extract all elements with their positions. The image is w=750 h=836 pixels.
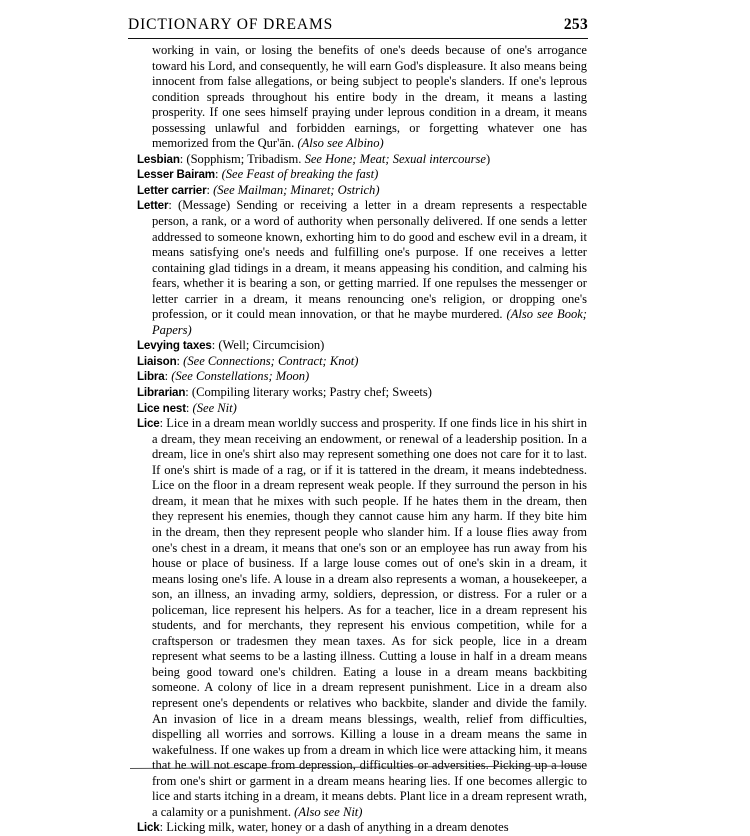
page-number: 253 <box>563 16 588 33</box>
dictionary-entry <box>137 385 587 401</box>
entry-term: Letter <box>137 199 169 213</box>
entry-separator: : <box>164 369 172 384</box>
entry-definition: (Well; Circumcision) <box>218 338 325 353</box>
cross-reference: (See Nit) <box>192 400 237 415</box>
dictionary-entry <box>137 152 587 168</box>
entry-separator: : <box>185 400 193 415</box>
entry-definition: (Compiling literary works; Pastry chef; Sweets) <box>191 385 432 400</box>
dictionary-entry <box>137 198 587 338</box>
dictionary-entry <box>137 820 587 836</box>
page-title: DICTIONARY OF DREAMS <box>128 16 334 33</box>
entry-separator: : <box>185 385 192 400</box>
entry-separator: : <box>206 182 214 197</box>
dictionary-entry <box>137 338 587 354</box>
dictionary-entry <box>137 167 587 183</box>
entry-term: Lick <box>137 821 160 835</box>
entry-term: Lesser Bairam <box>137 168 215 182</box>
entry-term: Libra <box>137 370 165 384</box>
entry-term: Levying taxes <box>137 339 212 353</box>
entry-definition: Licking milk, water, honey or a dash of anything in a dream denotes <box>166 820 509 835</box>
entry-term: Lesbian <box>137 152 180 166</box>
dictionary-entry <box>137 401 587 417</box>
entry-separator: : <box>159 416 167 431</box>
entry-separator: : <box>176 353 184 368</box>
dictionary-entry <box>137 354 587 370</box>
entry-term: Letter carrier <box>137 183 207 197</box>
dictionary-entry <box>137 416 587 820</box>
continued-paragraph <box>137 43 587 152</box>
entry-definition-tail: ) <box>485 151 491 166</box>
paragraph-text: working in vain, or losing the benefits of one's deeds because of one's arrogance toward his Lord, and consequently, he will earn God's displeasure. It also means being innocent from false allegations, or being subject to people's slanders. If one's leprous condition spreads throughout his entire body in the dream, it means a lasting prosperity. If one sees himself praying under leprous condition in a dream, it means possessing unlawful and forbidden earnings, or forgetting whatever one has memorized from the Qur'ān. <box>152 43 587 151</box>
cross-reference: See Hone; Meat; Sexual intercourse <box>304 151 486 166</box>
entry-separator: : <box>214 167 222 182</box>
entry-definition: (Sopphism; Tribadism. <box>186 151 305 166</box>
cross-reference: (See Mailman; Minaret; Ostrich) <box>213 182 380 197</box>
entry-definition: (Message) Sending or receiving a letter in a dream represents a respectable person, a rank, or a word of authority when personally delivered. If one sends a letter addressed to someone known, exhorting him to do good and eschew evil in a dream, it means satisfying one's needs and fulfilling one's purpose. If one receives a letter containing glad tidings in a dream, it means appeasing his condition, and calming his fears, whether it is bearing a son, or getting married. If one repulses the messenger or letter carrier in a dream, it means renouncing one's religion, or dropping one's profession, or it could mean innovation, or that he maybe murdered. <box>152 198 587 322</box>
entry-term: Liaison <box>137 354 177 368</box>
entry-separator: : <box>159 820 167 835</box>
dictionary-entry <box>137 369 587 385</box>
cross-reference: (Also see Book; Papers) <box>152 307 587 337</box>
cross-reference: (See Connections; Contract; Knot) <box>183 353 359 368</box>
dictionary-entry <box>137 183 587 199</box>
entry-term: Lice nest <box>137 401 186 415</box>
entry-term: Lice <box>137 417 160 431</box>
cross-reference: (See Feast of breaking the fast) <box>221 167 379 182</box>
text-column <box>137 43 587 836</box>
running-head <box>128 16 588 34</box>
cross-reference: (Also see Albino) <box>297 136 384 151</box>
entry-separator: : <box>179 151 187 166</box>
entry-term: Librarian <box>137 386 186 400</box>
entry-separator: : <box>211 338 219 353</box>
header-divider <box>128 38 588 39</box>
entry-separator: : <box>168 198 178 213</box>
cross-reference: (See Constellations; Moon) <box>171 369 310 384</box>
cross-reference: (Also see Nit) <box>294 804 363 819</box>
entry-definition: Lice in a dream mean worldly success and prosperity. If one finds lice in his shirt in a dream, they mean receiving an endowment, or renewal of a leadership position. In a dream, lice in one's shirt also may represent something one does not care for it to last. If one's shirt is made of a rag, or if it is tattered in the dream, it means indebtedness. Lice on the floor in a dream represent weak people. If they surround the person in his dream, it mean that he mixes with such people. If he hates them in the dream, then they represent his enemies, though they cannot cause him any harm. If they bite him in the dream, then they represent people who slander him. If a louse flies away from one's chest in a dream, it means that one's son or an employee has run away from his house or place of business. If a large louse comes out of one's skin in a dream, it means losing one's life. A louse in a dream also represents a woman, a housekeeper, a son, an illness, an invading army, soldiers, depression, or distress. For a ruler or a policeman, lice represent his helpers. As for a teacher, lice in a dream represent his students, and for merchants, they represent his envious competition, while for a craftsperson or tradesmen they mean taxes. As for sick people, lice in a dream represent what seems to be a lasting illness. Cutting a louse in half in a dream means being good toward one's children. Eating a louse in a dream means backbiting someone. A colony of lice in a dream represent punishment. Lice in a dream also represent one's dependents or relatives who backbite, slander and divide the family. An invasion of lice in a dream means blessings, wealth, relief from difficulties, dispelling all worries and sorrows. Killing a louse in a dream means the same in wakefulness. If one wakes up from a dream in which lice were attacking him, it means that he will not escape from depression, difficulties or adversities. Picking up a louse from one's shirt or garment in a dream means hearing lies. If one becomes allergic to lice and starts itching in a dream, it means debts. Plant lice in a dream represent wrath, a calamity or a punishment. <box>152 416 588 819</box>
